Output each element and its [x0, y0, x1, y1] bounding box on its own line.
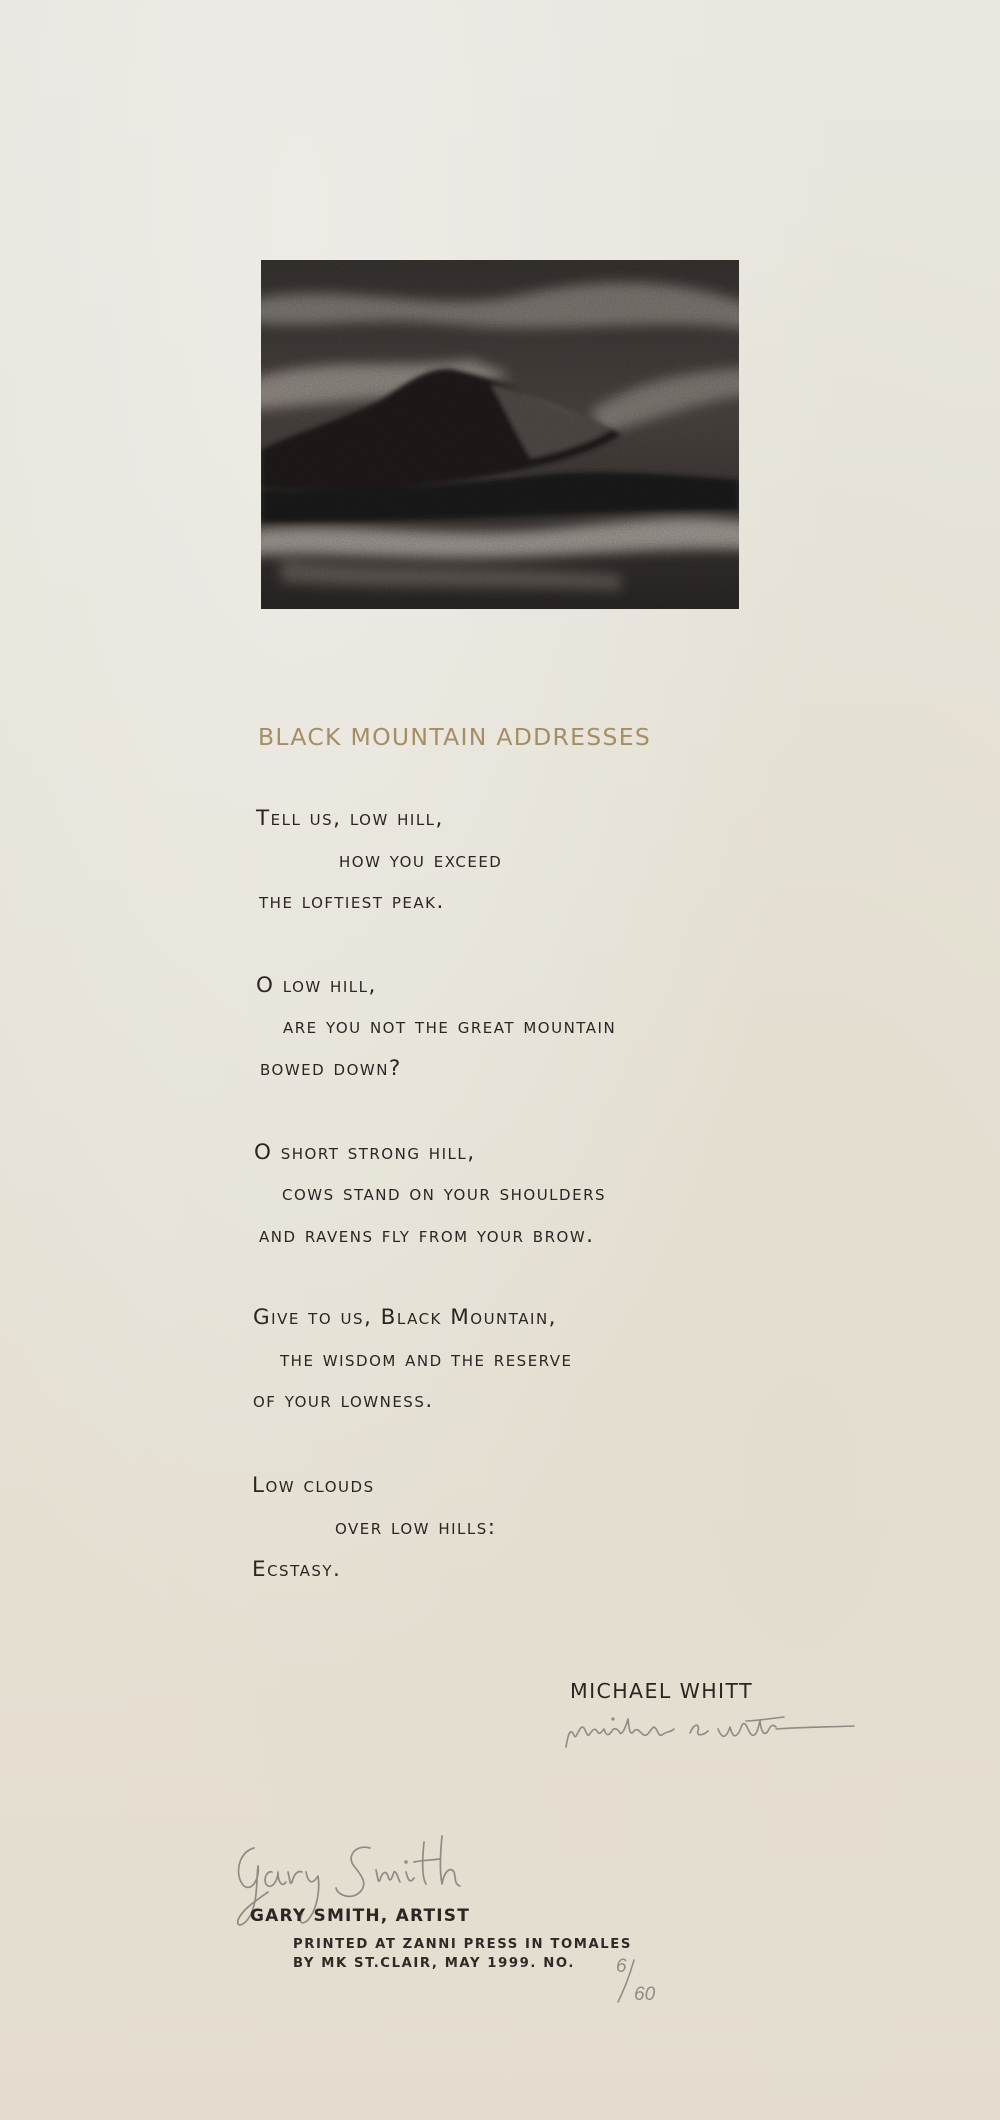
edition-copy-number: 6	[616, 1956, 627, 1977]
poem-line: are you not the great mountain	[283, 1014, 617, 1039]
poem-line: O short strong hill,	[254, 1140, 476, 1165]
edition-total: 60	[634, 1984, 656, 2005]
poem-line: over low hills:	[335, 1515, 497, 1540]
poem-line: bowed down?	[260, 1056, 402, 1081]
poem-line: Give to us, Black Mountain,	[253, 1305, 558, 1330]
poem-line: O low hill,	[256, 973, 377, 998]
colophon-line: PRINTED AT ZANNI PRESS IN TOMALES	[293, 1937, 633, 1952]
poem-line: of your lowness.	[253, 1388, 434, 1413]
poem-line: Low clouds	[252, 1473, 375, 1498]
colophon-line: BY MK ST.CLAIR, MAY 1999. NO.	[293, 1956, 575, 1971]
poem-line: Ecstasy.	[252, 1557, 342, 1582]
poem-line: Tell us, low hill,	[256, 806, 444, 831]
artist-credit: GARY SMITH, ARTIST	[250, 1906, 471, 1926]
poem-line: cows stand on your shoulders	[282, 1181, 607, 1206]
author-name: MICHAEL WHITT	[570, 1679, 753, 1703]
poem-line: and ravens fly from your brow.	[259, 1223, 595, 1248]
author-signature	[562, 1705, 857, 1753]
mountain-etching-image	[261, 260, 739, 609]
poem-title: BLACK MOUNTAIN ADDRESSES	[258, 723, 652, 751]
poem-line: how you exceed	[339, 848, 503, 873]
poem-line: the loftiest peak.	[259, 889, 445, 914]
poem-line: the wisdom and the reserve	[280, 1347, 573, 1372]
edition-number	[612, 1950, 672, 2006]
